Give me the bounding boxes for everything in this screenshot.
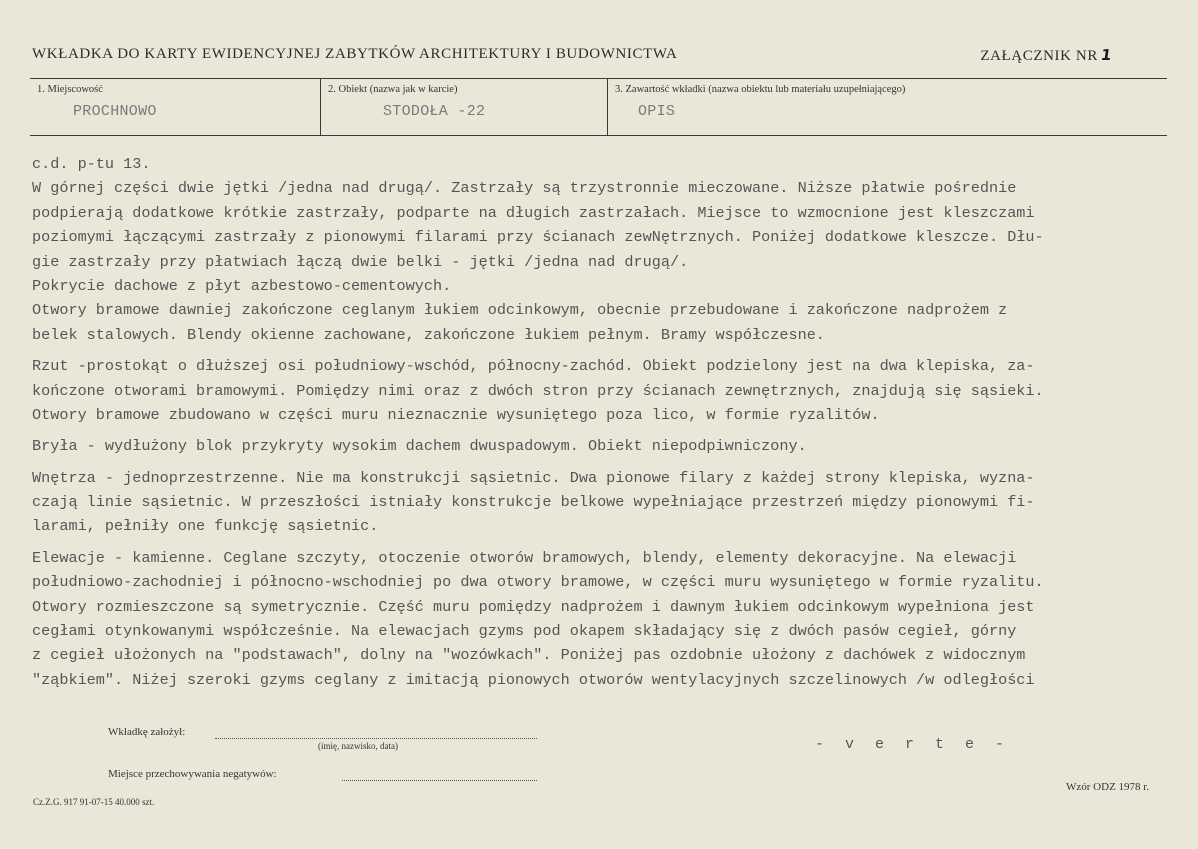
text-line: Otwory rozmieszczone są symetrycznie. Część muru pomiędzy nadprożem i dawnym łukiem odcinkowym wypełniona jest bbox=[32, 597, 1035, 616]
negatives-label: Miejsce przechowywania negatywów: bbox=[108, 768, 277, 780]
field-contents-label: 3. Zawartość wkładki (nazwa obiektu lub materiału uzupełniającego) bbox=[615, 84, 906, 95]
text-line: c.d. p-tu 13. bbox=[32, 155, 151, 173]
text-line: cegłami otynkowanymi współcześnie. Na elewacjach gzyms pod okapem składający się z dwóch pasów cegieł, górny bbox=[32, 622, 1017, 641]
text-line: larami, pełniły one funkcję sąsietnic. bbox=[32, 517, 379, 536]
field-object-label: 2. Obiekt (nazwa jak w karcie) bbox=[328, 84, 458, 95]
field-contents-value: OPIS bbox=[638, 103, 676, 120]
text-line: poziomymi łączącymi zastrzały z pionowymi filarami przy ścianach zewNętrznych. Poniżej dodatkowe kleszcze. Dłu- bbox=[32, 228, 1044, 247]
field-locality-label: 1. Miejscowość bbox=[37, 84, 103, 95]
text-line: gie zastrzały przy płatwiach łączą dwie belki - jętki /jedna nad drugą/. bbox=[32, 252, 689, 271]
text-line: z cegieł ułożonych na "podstawach", dolny na "wozówkach". Poniżej pas ozdobnie ułożony z dachówek z widocznym bbox=[32, 646, 1026, 665]
text-line: Pokrycie dachowe z płyt azbestowo-cementowych. bbox=[32, 276, 452, 295]
inserted-by-label: Wkładkę założył: bbox=[108, 726, 186, 738]
text-line: kończone otworami bramowymi. Pomiędzy nimi oraz z dwóch stron przy ścianach zewnętrznych, znajdują się sąsieki. bbox=[32, 381, 1044, 400]
text-line: Otwory bramowe zbudowano w części muru nieznacznie wysuniętego poza lico, w formie ryzalitów. bbox=[32, 405, 880, 424]
paragraph-gap bbox=[32, 427, 1182, 434]
form-title: WKŁADKA DO KARTY EWIDENCYJNEJ ZABYTKÓW ARCHITEKTURY I BUDOWNICTWA bbox=[32, 46, 678, 62]
form-model: Wzór ODZ 1978 r. bbox=[1066, 781, 1150, 793]
negatives-line bbox=[342, 780, 537, 781]
verte-note: - v e r t e - bbox=[815, 736, 1011, 753]
print-info: Cz.Z.G. 917 91-07-15 40.000 szt. bbox=[33, 797, 155, 807]
text-line: Bryła - wydłużony blok przykryty wysokim dachem dwuspadowym. Obiekt niepodpiwniczony. bbox=[32, 437, 807, 456]
paragraph-gap bbox=[32, 347, 1182, 354]
text-line: południowo-zachodniej i północno-wschodniej po dwa otwory bramowe, w części muru wysuniętego w formie ryzalitu. bbox=[32, 573, 1044, 592]
paragraph-gap bbox=[32, 459, 1182, 466]
text-line: czają linie sąsietnic. W przeszłości istniały konstrukcje belkowe wypełniające przestrzeń między pionowymi fi- bbox=[32, 493, 1035, 512]
text-line: W górnej części dwie jętki /jedna nad drugą/. Zastrzały są trzystronnie mieczowane. Niższe płatwie pośrednie bbox=[32, 179, 1017, 198]
annex-label-text: ZAŁĄCZNIK NR bbox=[980, 48, 1098, 64]
field-locality-value: PROCHNOWO bbox=[73, 103, 157, 120]
text-line: Rzut -prostokąt o dłuższej osi południowy-wschód, północny-zachód. Obiekt podzielony jest na dwa klepiska, za- bbox=[32, 357, 1035, 376]
text-line: belek stalowych. Blendy okienne zachowane, zakończone łukiem pełnym. Bramy współczesne. bbox=[32, 325, 825, 344]
field-object bbox=[320, 79, 607, 135]
field-locality bbox=[30, 79, 320, 135]
field-object-value: STODOŁA -22 bbox=[383, 103, 486, 120]
text-line: "ząbkiem". Niżej szeroki gzyms ceglany z imitacją pionowych otworów wentylacyjnych szczelinowych /w odległości bbox=[32, 670, 1035, 689]
inserted-by-line bbox=[215, 738, 537, 739]
paragraph-gap bbox=[32, 539, 1182, 546]
fields-table bbox=[30, 78, 1167, 136]
text-line: podpierają dodatkowe krótkie zastrzały, podparte na długich zastrzałach. Miejsce to wzmocnione jest kleszczami bbox=[32, 203, 1035, 222]
text-line: Elewacje - kamienne. Ceglane szczyty, otoczenie otworów bramowych, blendy, elementy dekoracyjne. Na elewacji bbox=[32, 548, 1017, 567]
text-line: Otwory bramowe dawniej zakończone ceglanym łukiem odcinkowym, obecnie przebudowane i zakończone nadprożem z bbox=[32, 301, 1008, 320]
description-text bbox=[32, 152, 1182, 692]
annex-label bbox=[980, 46, 1112, 65]
text-line: Wnętrza - jednoprzestrzenne. Nie ma konstrukcji sąsietnic. Dwa pionowe filary z każdej strony klepiska, wyzna- bbox=[32, 468, 1035, 487]
annex-number: 1 bbox=[1099, 46, 1114, 64]
field-contents bbox=[607, 79, 1167, 135]
inserted-by-hint: (imię, nazwisko, data) bbox=[318, 741, 398, 751]
